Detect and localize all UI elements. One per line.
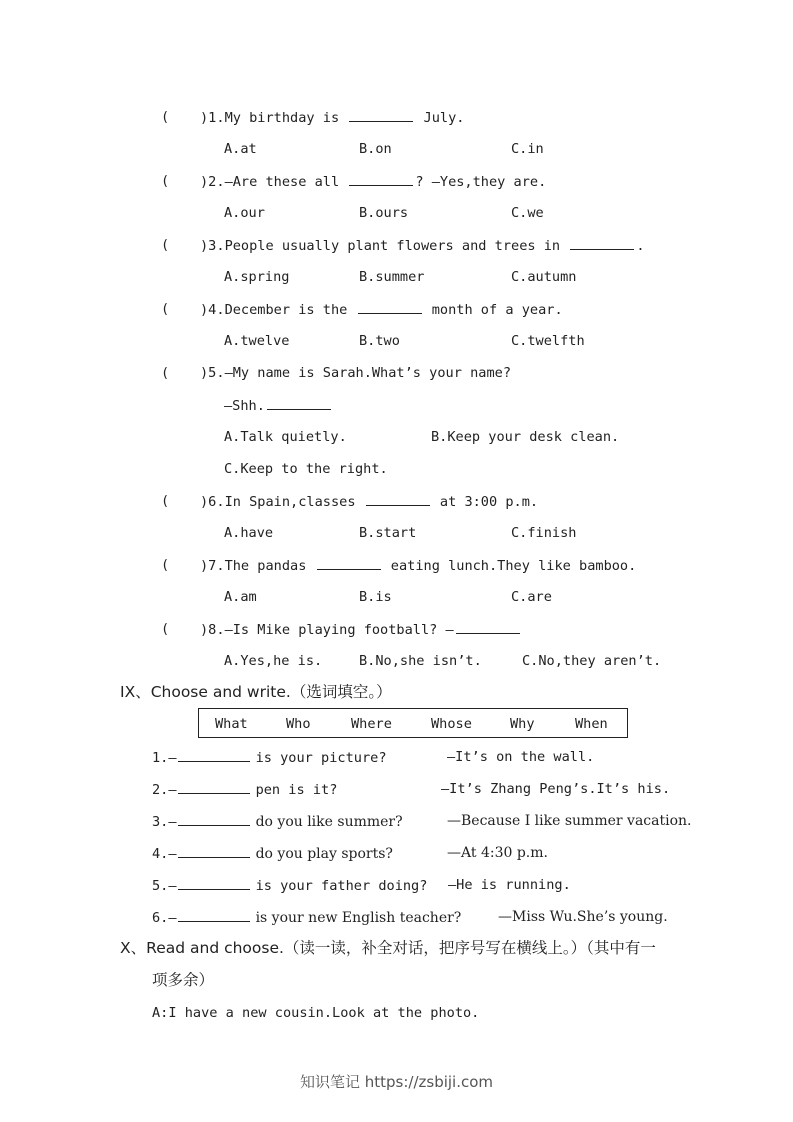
- question-4: )4.December is the month of a year.: [200, 302, 563, 318]
- option-c: C.we: [511, 205, 544, 221]
- question-7: )7.The pandas eating lunch.They like bamboo.: [200, 558, 637, 574]
- fill-item-2: 2.— pen is it?: [152, 782, 338, 798]
- option-a: A.our: [224, 205, 265, 221]
- answer-blank[interactable]: [349, 173, 413, 186]
- fill-item-3: 3.— do you like summer?: [152, 814, 403, 830]
- option-b: B.Keep your desk clean.: [431, 429, 620, 445]
- option-c: C.autumn: [511, 269, 577, 285]
- answer-paren[interactable]: (: [161, 493, 170, 509]
- fill-item-6: 6.— is your new English teacher?: [152, 910, 462, 926]
- answer-blank[interactable]: [267, 397, 331, 410]
- word-bank: [198, 708, 628, 738]
- answer-blank[interactable]: [178, 813, 250, 826]
- answer-paren[interactable]: (: [161, 621, 170, 637]
- option-b: B.summer: [359, 269, 425, 285]
- option-a: A.Talk quietly.: [224, 429, 347, 445]
- option-a: A.have: [224, 525, 274, 541]
- fill-answer-1: —It’s on the wall.: [447, 749, 595, 765]
- option-a: A.twelve: [224, 333, 290, 349]
- option-c: C.No,they aren’t.: [522, 653, 662, 669]
- answer-blank[interactable]: [178, 749, 250, 762]
- option-b: B.ours: [359, 205, 409, 221]
- option-c: C.twelfth: [511, 333, 585, 349]
- answer-paren[interactable]: (: [161, 237, 170, 253]
- option-b: B.two: [359, 333, 400, 349]
- word-option[interactable]: Who: [286, 716, 311, 732]
- fill-answer-3: —Because I like summer vacation.: [447, 813, 692, 829]
- answer-blank[interactable]: [178, 909, 250, 922]
- option-c: C.Keep to the right.: [224, 461, 388, 477]
- option-b: B.start: [359, 525, 417, 541]
- answer-paren[interactable]: (: [161, 301, 170, 317]
- fill-answer-5: —He is running.: [448, 877, 571, 893]
- answer-paren[interactable]: (: [161, 173, 170, 189]
- fill-answer-2: —It’s Zhang Peng’s.It’s his.: [441, 781, 671, 797]
- word-option[interactable]: Why: [510, 716, 535, 732]
- answer-paren[interactable]: (: [161, 557, 170, 573]
- question-1: )1.My birthday is July.: [200, 110, 465, 126]
- option-a: A.spring: [224, 269, 290, 285]
- answer-paren[interactable]: (: [161, 109, 170, 125]
- question-8: )8.—Is Mike playing football? —: [200, 621, 522, 638]
- fill-answer-6: —Miss Wu.She’s young.: [498, 909, 668, 925]
- answer-blank[interactable]: [317, 557, 381, 570]
- answer-paren[interactable]: (: [161, 365, 170, 381]
- word-option[interactable]: Whose: [431, 716, 472, 732]
- answer-blank[interactable]: [358, 301, 422, 314]
- fill-answer-4: —At 4:30 p.m.: [447, 845, 548, 861]
- section-title-cont: 项多余）: [152, 971, 215, 989]
- question-3: )3.People usually plant flowers and trees in .: [200, 238, 645, 254]
- option-a: A.at: [224, 141, 257, 157]
- fill-item-5: 5.— is your father doing?: [152, 878, 428, 894]
- answer-blank[interactable]: [178, 781, 250, 794]
- answer-blank[interactable]: [570, 237, 634, 250]
- footer-watermark: 知识笔记 https://zsbiji.com: [299, 1073, 494, 1091]
- option-c: C.finish: [511, 525, 577, 541]
- fill-item-1: 1.— is your picture?: [152, 750, 387, 766]
- option-b: B.on: [359, 141, 392, 157]
- answer-blank[interactable]: [349, 109, 413, 122]
- option-b: B.is: [359, 589, 392, 605]
- answer-blank[interactable]: [178, 845, 250, 858]
- question-2: )2.—Are these all ? —Yes,they are.: [200, 174, 547, 190]
- word-option[interactable]: When: [575, 716, 608, 732]
- section-title: Ⅹ、Read and choose.（读一读，补全对话，把序号写在横线上。）（其中有一: [120, 939, 656, 957]
- answer-blank[interactable]: [456, 621, 520, 634]
- answer-blank[interactable]: [366, 493, 430, 506]
- fill-item-4: 4.— do you play sports?: [152, 846, 393, 862]
- question-5-line-2: —Shh.: [224, 397, 333, 414]
- option-a: A.Yes,he is.: [224, 653, 323, 669]
- word-option[interactable]: What: [215, 716, 248, 732]
- option-a: A.am: [224, 589, 257, 605]
- question-5: )5.—My name is Sarah.What’s your name?: [200, 365, 512, 381]
- dialog-line-a: A:I have a new cousin.Look at the photo.: [152, 1005, 480, 1021]
- option-c: C.in: [511, 141, 544, 157]
- answer-blank[interactable]: [178, 877, 250, 890]
- option-c: C.are: [511, 589, 552, 605]
- option-b: B.No,she isn’t.: [359, 653, 482, 669]
- word-option[interactable]: Where: [351, 716, 392, 732]
- section-title: IX、Choose and write.（选词填空。）: [120, 683, 392, 701]
- question-6: )6.In Spain,classes at 3:00 p.m.: [200, 494, 539, 510]
